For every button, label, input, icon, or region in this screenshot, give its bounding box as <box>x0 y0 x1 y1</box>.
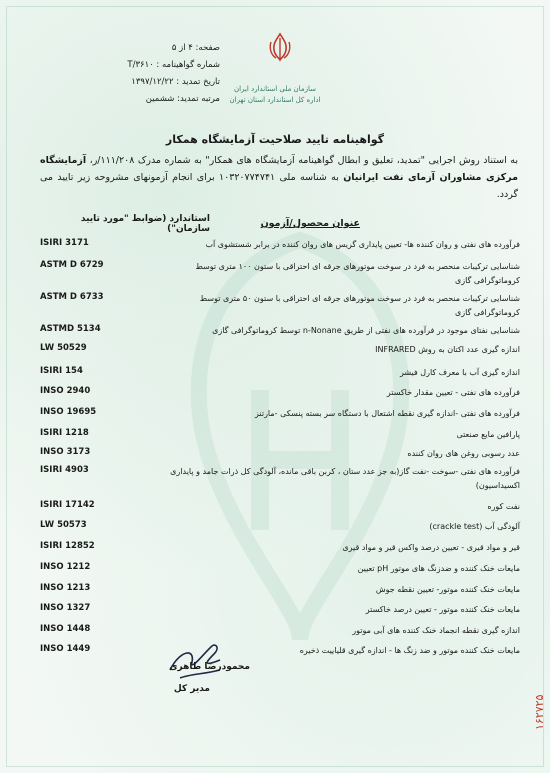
lab-name: آزمایشگاه مرکزی مشاوران آزمای نفت ایرانیان <box>40 155 518 183</box>
test-title: عدد رسوبی روغن های روان کننده <box>407 449 520 458</box>
standard-code: ASTMD 5134 <box>40 324 101 334</box>
standard-code: ISIRI 1218 <box>40 428 89 438</box>
serial-number-text: ۱۶۲۷۲۵ <box>533 694 546 730</box>
standard-code: ISIRI 154 <box>40 366 83 376</box>
standard-code: INSO 1213 <box>40 583 91 593</box>
standard-code: INSO 1448 <box>40 624 91 634</box>
test-title: نفت کوره <box>487 502 520 511</box>
standard-code: ISIRI 17142 <box>40 500 95 510</box>
test-title: شناسایی ترکیبات منحصر به فرد در سوخت موتورهای جرقه ای احتراقی با ستون ۱۰۰ متری توسط کروماتوگرافی گازی <box>195 262 520 285</box>
test-title: اندازه گیری آب با معرف کارل فیشر <box>399 368 520 377</box>
test-title: فرآورده های نفتی -سوخت -نفت گاز(به جز عدد ستان ، کربن باقی مانده، آلودگی کل ذرات جامد و پایداری اکسیداسیون) <box>170 467 520 490</box>
column-header-test: عنوان محصول/آزمون <box>260 218 360 229</box>
certificate-meta <box>55 40 220 108</box>
test-title: آلودگی آب (crackle test) <box>429 522 520 531</box>
test-title: مایعات خنک کننده و ضدزنگ های موتور pH تعیین <box>357 564 520 573</box>
certificate-number: شماره گواهینامه : ۳۶۱۰/T <box>127 60 220 70</box>
org-line-1: سازمان ملی استاندارد ایران <box>234 85 316 93</box>
org-line-2: اداره کل استاندارد استان تهران <box>229 96 321 104</box>
standard-code: ISIRI 4903 <box>40 465 89 475</box>
intro-part-1: به استناد روش اجرایی "تمدید، تعلیق و ابطال گواهینامه آزمایشگاه های همکار" به شماره مدرک ۱۱۱/۲۰۸/ر، <box>89 155 518 166</box>
intro-part-2: به شناسه ملی ۱۰۳۲۰۷۷۴۷۴۱ برای انجام آزمونهای مشروحه زیر تایید می گردد. <box>40 172 518 200</box>
standard-code: INSO 1327 <box>40 603 91 613</box>
test-title: فرآورده های نفتی و روان کننده ها- تعیین پایداری گریس های روان کننده در برابر شستشوی آب <box>205 240 520 249</box>
standard-code: ISIRI 3171 <box>40 238 89 248</box>
test-title: قیر و مواد قیری - تعیین درصد واکس قیر و مواد قیری <box>342 543 520 552</box>
emblem-icon <box>266 32 294 62</box>
standard-code: INSO 19695 <box>40 407 97 417</box>
test-title: مایعات خنک کننده موتور - تعیین درصد خاکستر <box>365 605 520 614</box>
renewal-count: مرتبه تمدید: ششمین <box>145 94 220 104</box>
signer-title: مدیر کل <box>173 684 210 694</box>
intro-paragraph <box>40 152 518 203</box>
test-title: مایعات خنک کننده موتور- تعیین نقطه جوش <box>375 585 520 594</box>
test-title: شناسایی ترکیبات منحصر به فرد در سوخت موتورهای جرقه ای احتراقی با ستون ۵۰ متری توسط کروماتوگرافی گازی <box>199 294 520 317</box>
test-title: فرآورده های نفتی -اندازه گیری نقطه اشتعال با دستگاه سر بسته پنسکی -مارتنز <box>255 409 520 418</box>
standard-code: LW 50529 <box>40 343 87 353</box>
signer-name: محمودرضا طاهری <box>169 662 250 672</box>
standard-code: INSO 2940 <box>40 386 91 396</box>
renewal-date: تاریخ تمدید : ۱۳۹۷/۱۲/۲۲ <box>131 77 220 87</box>
standard-code: ASTM D 6729 <box>40 260 104 270</box>
test-title: اندازه گیری عدد اکتان به روش INFRARED <box>375 345 520 354</box>
serial-number <box>521 640 546 730</box>
standard-code: INSO 1212 <box>40 562 91 572</box>
standard-code: ASTM D 6733 <box>40 292 104 302</box>
test-title: شناسایی نفتای موجود در فرآورده های نفتی از طریق n-Nonane توسط کروماتوگرافی گازی <box>212 326 520 335</box>
test-title: پارافین مایع صنعتی <box>456 430 520 439</box>
certificate-title: گواهینامه تایید صلاحیت آزمایشگاه همکار <box>165 133 385 146</box>
standard-code: LW 50573 <box>40 520 87 530</box>
standard-code: INSO 3173 <box>40 447 91 457</box>
test-title: فرآورده های نفتی - تعیین مقدار خاکستر <box>386 388 520 397</box>
standard-code: INSO 1449 <box>40 644 91 654</box>
standard-code: ISIRI 12852 <box>40 541 95 551</box>
column-header-standard: استاندارد (ضوابط "مورد تایید سازمان") <box>80 214 210 234</box>
test-title: مایعات خنک کننده موتور و ضد زنگ ها - اندازه گیری قلیاییت ذخیره <box>299 646 520 655</box>
test-title: اندازه گیری نقطه انجماد خنک کننده های آبی موتور <box>352 626 520 635</box>
page-number: صفحه: ۴ از ۵ <box>171 43 220 53</box>
